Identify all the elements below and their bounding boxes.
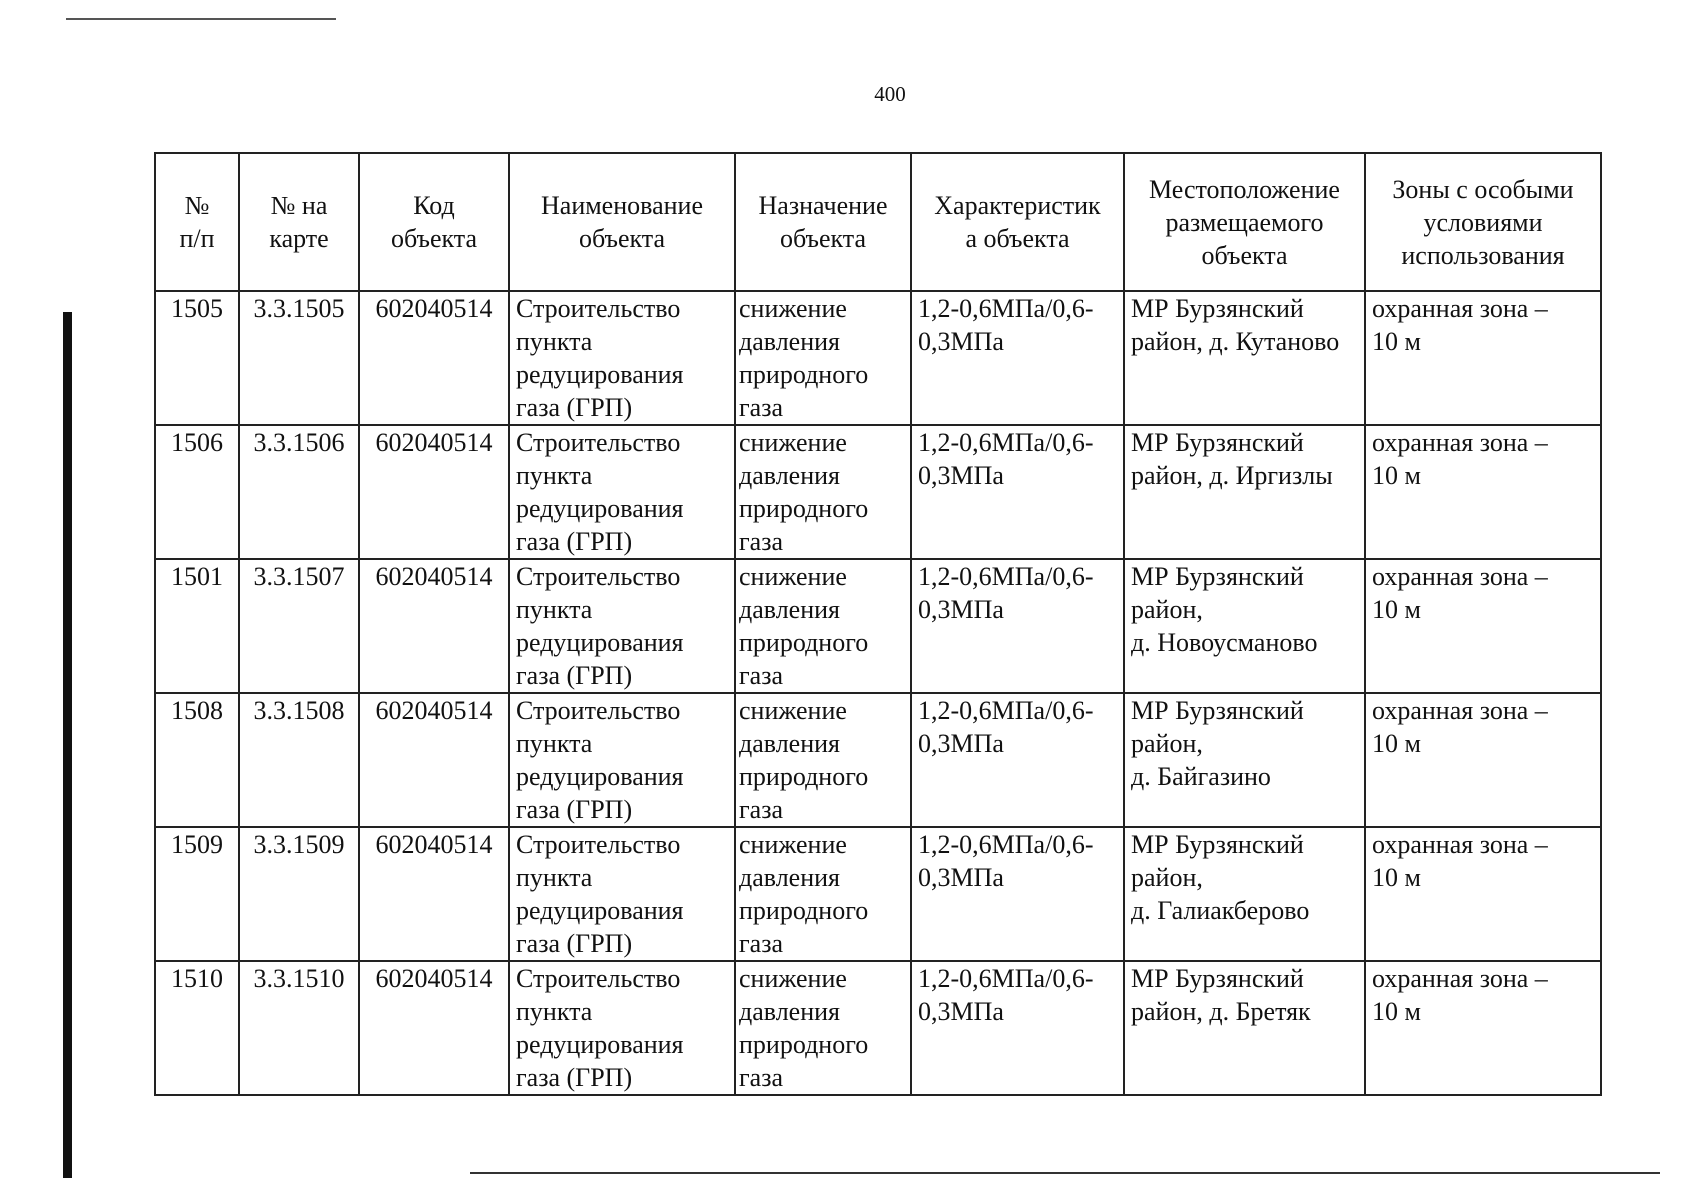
cell-value: 3.3.1510 <box>253 964 345 993</box>
cell-value: 1509 <box>171 830 223 859</box>
cell-line: редуцирования <box>516 494 684 523</box>
cell-line: газа (ГРП) <box>516 393 633 422</box>
cell-line: пункта <box>516 729 593 758</box>
object-location-cell <box>1124 559 1365 693</box>
header-object-code <box>359 153 509 291</box>
objects-table <box>154 152 1602 1096</box>
cell-line: пункта <box>516 595 593 624</box>
header-line: объекта <box>390 224 478 253</box>
cell-line: 1,2-0,6МПа/0,6- <box>918 964 1094 993</box>
cell-line: Строительство <box>516 964 681 993</box>
header-line: № <box>184 191 210 220</box>
cell-line: 0,3МПа <box>918 461 1004 490</box>
header-line: Местоположение <box>1149 174 1340 204</box>
object-name-cell <box>509 291 735 425</box>
header-line: объекта <box>1201 240 1288 270</box>
cell-value: 602040514 <box>375 294 493 323</box>
object-code-cell <box>359 693 509 827</box>
cell-line: редуцирования <box>516 762 684 791</box>
cell-line: газа <box>739 393 784 422</box>
object-purpose-cell <box>735 693 911 827</box>
map-number-cell <box>239 827 359 961</box>
header-line: № на <box>270 191 328 220</box>
cell-value: 3.3.1509 <box>253 830 345 859</box>
cell-line: 1,2-0,6МПа/0,6- <box>918 696 1094 725</box>
object-name-cell <box>509 961 735 1095</box>
cell-line: 1,2-0,6МПа/0,6- <box>918 294 1094 323</box>
cell-line: охранная зона – <box>1372 428 1548 457</box>
cell-line: охранная зона – <box>1372 294 1548 323</box>
cell-line: д. Новоусманово <box>1131 628 1318 657</box>
cell-line: район, д. Кутаново <box>1131 327 1340 356</box>
table-row <box>155 559 1601 693</box>
header-line: п/п <box>179 224 215 253</box>
row-number-cell <box>155 559 239 693</box>
cell-line: снижение <box>739 696 847 725</box>
cell-line: район, <box>1131 863 1203 892</box>
object-characteristics-cell <box>911 425 1124 559</box>
cell-line: газа (ГРП) <box>516 795 633 824</box>
cell-line: давления <box>739 327 841 356</box>
cell-value: 602040514 <box>375 696 493 725</box>
cell-value: 3.3.1506 <box>253 428 345 457</box>
cell-line: 1,2-0,6МПа/0,6- <box>918 562 1094 591</box>
cell-line: 10 м <box>1372 997 1421 1026</box>
cell-line: МР Бурзянский <box>1131 696 1304 725</box>
object-name-cell <box>509 559 735 693</box>
cell-line: газа (ГРП) <box>516 1063 633 1092</box>
cell-line: Строительство <box>516 696 681 725</box>
header-line: объекта <box>779 224 867 253</box>
map-number-cell <box>239 693 359 827</box>
header-special-zones <box>1365 153 1601 291</box>
page-number: 400 <box>874 82 906 106</box>
object-name-cell <box>509 827 735 961</box>
cell-line: район, д. Иргизлы <box>1131 461 1333 490</box>
cell-line: д. Байгазино <box>1131 762 1271 791</box>
cell-line: природного <box>739 628 869 657</box>
cell-value: 1501 <box>171 562 223 591</box>
object-name-cell <box>509 425 735 559</box>
header-line: условиями <box>1423 207 1543 237</box>
cell-line: 0,3МПа <box>918 595 1004 624</box>
object-location-cell <box>1124 693 1365 827</box>
cell-line: охранная зона – <box>1372 830 1548 859</box>
cell-line: МР Бурзянский <box>1131 562 1304 591</box>
special-zones-cell <box>1365 693 1601 827</box>
cell-line: снижение <box>739 964 847 993</box>
object-code-cell <box>359 827 509 961</box>
cell-line: природного <box>739 494 869 523</box>
cell-line: район, <box>1131 729 1203 758</box>
cell-line: газа (ГРП) <box>516 929 633 958</box>
cell-value: 3.3.1507 <box>253 562 345 591</box>
cell-line: МР Бурзянский <box>1131 294 1304 323</box>
special-zones-cell <box>1365 559 1601 693</box>
special-zones-cell <box>1365 291 1601 425</box>
cell-line: природного <box>739 762 869 791</box>
cell-value: 1510 <box>171 964 223 993</box>
object-location-cell <box>1124 827 1365 961</box>
cell-line: 1,2-0,6МПа/0,6- <box>918 428 1094 457</box>
object-purpose-cell <box>735 827 911 961</box>
row-number-cell <box>155 827 239 961</box>
cell-line: давления <box>739 863 841 892</box>
row-number-cell <box>155 693 239 827</box>
header-line: а объекта <box>965 224 1070 253</box>
top-rule <box>66 18 336 20</box>
cell-value: 3.3.1508 <box>253 696 345 725</box>
cell-line: газа <box>739 929 784 958</box>
header-line: карте <box>269 224 329 253</box>
cell-line: пункта <box>516 863 593 892</box>
cell-line: редуцирования <box>516 628 684 657</box>
object-location-cell <box>1124 291 1365 425</box>
map-number-cell <box>239 559 359 693</box>
object-purpose-cell <box>735 961 911 1095</box>
table-row <box>155 291 1601 425</box>
cell-line: пункта <box>516 461 593 490</box>
row-number-cell <box>155 291 239 425</box>
cell-value: 602040514 <box>375 562 493 591</box>
special-zones-cell <box>1365 425 1601 559</box>
cell-value: 1505 <box>171 294 223 323</box>
cell-value: 3.3.1505 <box>253 294 345 323</box>
object-code-cell <box>359 291 509 425</box>
scan-edge-bar <box>63 312 72 1178</box>
bottom-rule <box>470 1172 1660 1174</box>
object-location-cell <box>1124 425 1365 559</box>
cell-line: газа (ГРП) <box>516 527 633 556</box>
object-characteristics-cell <box>911 559 1124 693</box>
cell-line: Строительство <box>516 562 681 591</box>
cell-line: редуцирования <box>516 1030 684 1059</box>
cell-line: пункта <box>516 327 593 356</box>
header-object-location <box>1124 153 1365 291</box>
cell-value: 1508 <box>171 696 223 725</box>
header-line: Наименование <box>541 191 703 220</box>
object-code-cell <box>359 425 509 559</box>
object-code-cell <box>359 559 509 693</box>
cell-line: Строительство <box>516 428 681 457</box>
cell-line: Строительство <box>516 830 681 859</box>
cell-line: снижение <box>739 562 847 591</box>
cell-line: МР Бурзянский <box>1131 964 1304 993</box>
header-line: использования <box>1401 240 1565 270</box>
object-purpose-cell <box>735 291 911 425</box>
cell-line: газа <box>739 527 784 556</box>
cell-value: 602040514 <box>375 428 493 457</box>
cell-line: давления <box>739 997 841 1026</box>
cell-line: газа <box>739 1063 784 1092</box>
map-number-cell <box>239 425 359 559</box>
cell-line: пункта <box>516 997 593 1026</box>
object-characteristics-cell <box>911 693 1124 827</box>
cell-line: охранная зона – <box>1372 696 1548 725</box>
cell-line: 10 м <box>1372 327 1421 356</box>
cell-line: охранная зона – <box>1372 964 1548 993</box>
cell-line: природного <box>739 896 869 925</box>
cell-line: снижение <box>739 294 847 323</box>
cell-line: 10 м <box>1372 461 1421 490</box>
cell-line: 0,3МПа <box>918 327 1004 356</box>
cell-line: 10 м <box>1372 729 1421 758</box>
header-object-purpose <box>735 153 911 291</box>
cell-line: район, д. Бретяк <box>1131 997 1311 1026</box>
cell-line: снижение <box>739 428 847 457</box>
header-map-number <box>239 153 359 291</box>
object-name-cell <box>509 693 735 827</box>
map-number-cell <box>239 961 359 1095</box>
table-row <box>155 827 1601 961</box>
cell-line: охранная зона – <box>1372 562 1548 591</box>
cell-line: давления <box>739 461 841 490</box>
cell-line: 10 м <box>1372 863 1421 892</box>
cell-line: природного <box>739 1030 869 1059</box>
cell-line: давления <box>739 595 841 624</box>
cell-line: газа (ГРП) <box>516 661 633 690</box>
cell-line: 1,2-0,6МПа/0,6- <box>918 830 1094 859</box>
row-number-cell <box>155 961 239 1095</box>
header-line: Зоны с особыми <box>1392 174 1574 204</box>
cell-line: район, <box>1131 595 1203 624</box>
cell-value: 602040514 <box>375 964 493 993</box>
header-line: Характеристик <box>934 191 1101 220</box>
header-line: размещаемого <box>1165 207 1324 237</box>
special-zones-cell <box>1365 961 1601 1095</box>
header-line: объекта <box>578 224 666 253</box>
cell-line: редуцирования <box>516 360 684 389</box>
cell-line: 0,3МПа <box>918 863 1004 892</box>
table-row <box>155 961 1601 1095</box>
cell-line: МР Бурзянский <box>1131 830 1304 859</box>
cell-value: 1506 <box>171 428 223 457</box>
object-location-cell <box>1124 961 1365 1095</box>
object-purpose-cell <box>735 425 911 559</box>
table-body <box>155 291 1601 1095</box>
object-purpose-cell <box>735 559 911 693</box>
map-number-cell <box>239 291 359 425</box>
cell-line: Строительство <box>516 294 681 323</box>
cell-line: МР Бурзянский <box>1131 428 1304 457</box>
object-characteristics-cell <box>911 291 1124 425</box>
table-header-row <box>155 153 1601 291</box>
cell-line: 10 м <box>1372 595 1421 624</box>
row-number-cell <box>155 425 239 559</box>
header-row-number <box>155 153 239 291</box>
header-line: Код <box>413 191 455 220</box>
special-zones-cell <box>1365 827 1601 961</box>
cell-line: д. Галиакберово <box>1131 896 1310 925</box>
table-row <box>155 425 1601 559</box>
object-code-cell <box>359 961 509 1095</box>
cell-line: природного <box>739 360 869 389</box>
cell-line: давления <box>739 729 841 758</box>
cell-line: 0,3МПа <box>918 729 1004 758</box>
cell-line: 0,3МПа <box>918 997 1004 1026</box>
cell-value: 602040514 <box>375 830 493 859</box>
cell-line: газа <box>739 795 784 824</box>
table-row <box>155 693 1601 827</box>
header-line: Назначение <box>758 191 888 220</box>
cell-line: газа <box>739 661 784 690</box>
object-characteristics-cell <box>911 961 1124 1095</box>
cell-line: редуцирования <box>516 896 684 925</box>
header-object-name <box>509 153 735 291</box>
header-object-characteristics <box>911 153 1124 291</box>
object-characteristics-cell <box>911 827 1124 961</box>
cell-line: снижение <box>739 830 847 859</box>
